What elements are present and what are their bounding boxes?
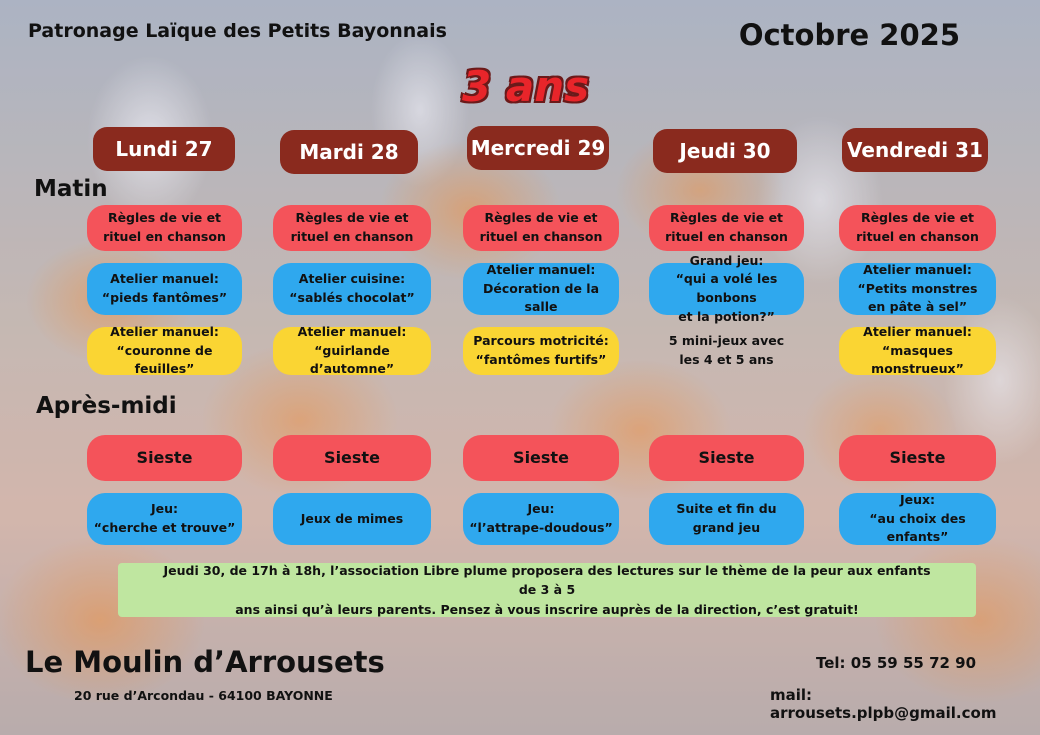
activity-text-line: Atelier manuel:	[110, 323, 219, 339]
day-header-mardi: Mardi 28	[280, 130, 418, 174]
activity-text-line: grand jeu	[692, 520, 761, 535]
activity-text-line: les 4 et 5 ans	[679, 352, 774, 367]
day-header-mercredi: Mercredi 29	[467, 126, 609, 170]
activity-text-line: Sieste	[324, 448, 380, 467]
activity-text-line: en pâte à sel”	[867, 299, 968, 315]
activity-afternoon-vendredi-2	[839, 493, 996, 545]
activity-text-line: Atelier manuel:	[110, 271, 219, 287]
activity-afternoon-lundi-2	[87, 493, 242, 545]
activity-text-line: “masques monstrueux”	[871, 342, 964, 377]
activity-afternoon-vendredi-1	[839, 435, 996, 481]
activity-morning-mercredi-2	[463, 263, 619, 315]
activity-text-line: rituel en chanson	[479, 229, 603, 244]
activity-text-line: Atelier manuel:	[863, 323, 972, 339]
activity-text-line: rituel en chanson	[103, 229, 226, 244]
activity-text-line: Atelier manuel:	[297, 323, 407, 339]
activity-text-line: Règles de vie et	[860, 210, 975, 226]
activity-morning-vendredi-1	[839, 205, 996, 251]
activity-text-line: Sieste	[698, 448, 755, 467]
activity-afternoon-jeudi-1	[649, 435, 804, 481]
activity-text-line: Règles de vie et	[295, 210, 409, 226]
organization-name: Patronage Laïque des Petits Bayonnais	[28, 20, 447, 42]
activity-text-line: “guirlande d’automne”	[309, 342, 395, 377]
activity-text-line: “Petits monstres	[857, 280, 978, 296]
activity-morning-lundi-2	[87, 263, 242, 315]
notice-line: ans ainsi qu’à leurs parents. Pensez à vous inscrire auprès de la direction, c’est gratuit!	[235, 601, 859, 617]
day-header-jeudi: Jeudi 30	[653, 129, 797, 173]
activity-text-line: Atelier manuel:	[486, 261, 596, 277]
activity-text-line: Atelier manuel:	[863, 261, 972, 277]
activity-text-line: Décoration de la salle	[482, 280, 600, 315]
age-group-title: 3 ans	[462, 62, 590, 111]
activity-text-line: Jeux de mimes	[300, 510, 404, 526]
activity-text-line: “l’attrape-doudous”	[469, 520, 613, 535]
activity-text-line: 5 mini-jeux avec	[668, 333, 785, 349]
activity-afternoon-mardi-1	[273, 435, 431, 481]
activity-text-line: et la potion?”	[678, 308, 775, 324]
activity-text-line: Règles de vie et	[484, 210, 598, 226]
activity-text-line: rituel en chanson	[290, 229, 414, 244]
activity-text-line: rituel en chanson	[665, 229, 788, 244]
venue-name: Le Moulin d’Arrousets	[25, 645, 385, 679]
activity-text-line: Sieste	[136, 448, 193, 467]
activity-text-line: “sablés chocolat”	[289, 290, 415, 305]
activity-afternoon-mardi-2	[273, 493, 431, 545]
activity-text-line: Sieste	[889, 448, 946, 467]
activity-text-line: rituel en chanson	[856, 229, 979, 244]
activity-morning-mardi-1	[273, 205, 431, 251]
activity-text-line: “pieds fantômes”	[101, 290, 228, 305]
activity-afternoon-mercredi-1	[463, 435, 619, 481]
activity-morning-mardi-2	[273, 263, 431, 315]
section-morning: Matin	[34, 176, 108, 202]
activity-morning-mercredi-3	[463, 327, 619, 375]
activity-morning-mercredi-1	[463, 205, 619, 251]
activity-text-line: “fantômes furtifs”	[475, 352, 607, 367]
activity-afternoon-jeudi-2	[649, 493, 804, 545]
activity-morning-jeudi-1	[649, 205, 804, 251]
day-header-vendredi: Vendredi 31	[842, 128, 988, 172]
activity-text-line: Grand jeu:	[689, 252, 764, 268]
activity-text-line: “au choix des enfants”	[869, 510, 966, 545]
activity-text-line: “couronne de feuilles”	[116, 342, 213, 377]
activity-text-line: Sieste	[513, 448, 569, 467]
activity-morning-lundi-1	[87, 205, 242, 251]
activity-morning-jeudi-3	[649, 327, 804, 375]
contact-phone: Tel: 05 59 55 72 90	[816, 654, 977, 672]
activity-morning-lundi-3	[87, 323, 242, 377]
activity-afternoon-mercredi-2	[463, 493, 619, 545]
activity-morning-vendredi-2	[839, 263, 996, 315]
section-afternoon: Après-midi	[36, 393, 177, 419]
activity-afternoon-lundi-1	[87, 435, 242, 481]
activity-text-line: Règles de vie et	[107, 210, 222, 226]
activity-morning-jeudi-2	[649, 252, 804, 324]
activity-text-line: Jeu:	[150, 501, 179, 517]
activity-morning-mardi-3	[273, 323, 431, 377]
activity-text-line: Parcours motricité:	[473, 333, 609, 349]
notice-line: Jeudi 30, de 17h à 18h, l’association Libre plume proposera des lectures sur le thème de la peur aux enfants de 3 à 5	[163, 562, 931, 598]
month-title: Octobre 2025	[738, 18, 960, 52]
activity-text-line: Règles de vie et	[669, 210, 784, 226]
day-header-lundi: Lundi 27	[93, 127, 235, 171]
notice-banner	[118, 563, 976, 617]
activity-text-line: Jeux:	[899, 491, 936, 507]
activity-text-line: “cherche et trouve”	[93, 520, 236, 535]
activity-morning-vendredi-3	[839, 323, 996, 377]
activity-text-line: Suite et fin du	[676, 501, 777, 517]
activity-text-line: Atelier cuisine:	[298, 271, 406, 287]
contact-email: mail: arrousets.plpb@gmail.com	[770, 686, 997, 722]
activity-text-line: “qui a volé les bonbons	[675, 271, 778, 305]
venue-address: 20 rue d’Arcondau - 64100 BAYONNE	[74, 688, 333, 703]
activity-text-line: Jeu:	[527, 501, 555, 517]
